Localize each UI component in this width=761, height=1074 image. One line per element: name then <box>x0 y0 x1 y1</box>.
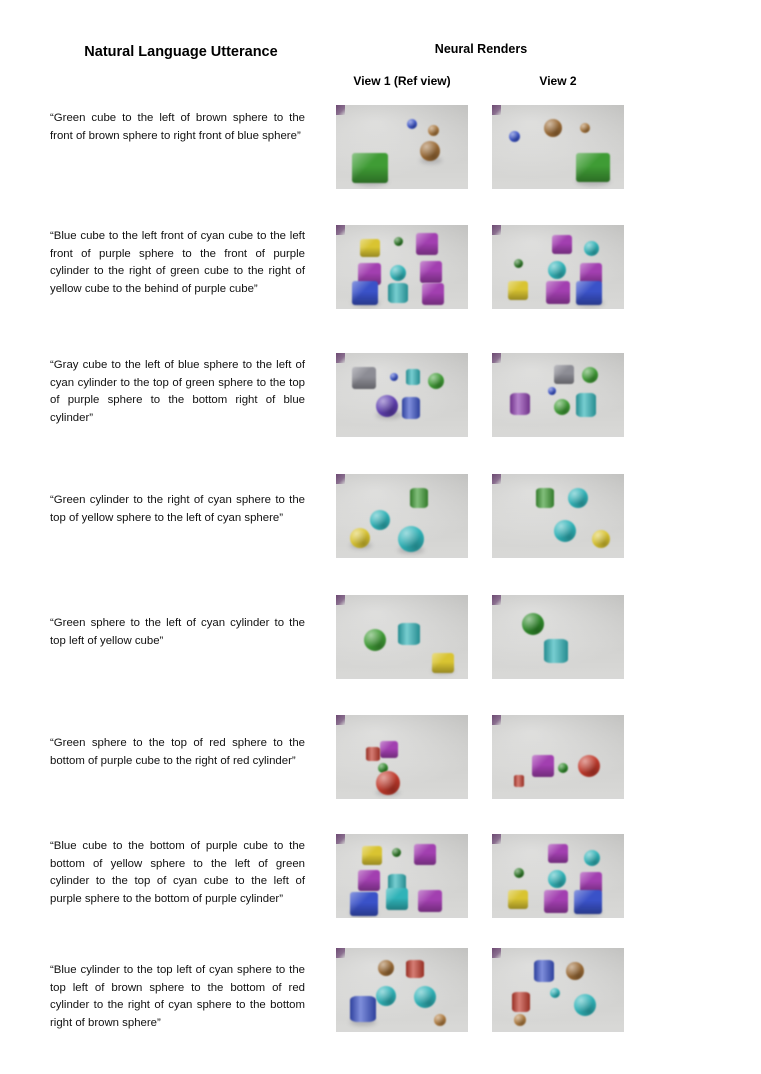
object-green-sphere <box>582 367 598 383</box>
object-yellow-cube <box>360 239 380 257</box>
object-green-sphere <box>364 629 386 651</box>
object-purple-cube-top <box>548 844 568 863</box>
object-green-sphere-small <box>394 237 403 246</box>
object-blue-cube <box>574 890 602 914</box>
corner-artifact-icon <box>336 948 345 958</box>
object-green-sphere-small <box>514 259 523 268</box>
object-blue-cylinder <box>350 996 376 1022</box>
corner-artifact-icon <box>492 353 501 363</box>
object-yellow-cube <box>508 890 528 909</box>
corner-artifact-icon <box>336 353 345 363</box>
object-cyan-sphere-mid <box>554 520 576 542</box>
object-cyan-sphere-right <box>574 994 596 1016</box>
object-purple-cube-bottom <box>546 281 570 304</box>
object-cyan-sphere-mid <box>376 986 396 1006</box>
corner-artifact-icon <box>336 715 345 725</box>
object-cyan-sphere-mid <box>370 510 390 530</box>
utterance-text: “Green sphere to the left of cyan cylinder to the top left of yellow cube” <box>50 617 305 647</box>
corner-artifact-icon <box>492 474 501 484</box>
object-purple-cube-bottom <box>418 890 442 912</box>
object-cyan-sphere-mid <box>548 870 566 888</box>
utterance-text: “Green cube to the left of brown sphere to the front of brown sphere to right front of blue sphere” <box>50 112 305 142</box>
object-purple-cube-mid <box>358 870 380 891</box>
object-green-cylinder <box>410 488 428 508</box>
utterance-text: “Blue cube to the left front of cyan cube to the left front of purple sphere to the front of purple cylinder to the right of green cube to the right of yellow cube to the behind of purple cube” <box>50 230 305 295</box>
object-cyan-sphere-mid <box>390 265 406 281</box>
corner-artifact-icon <box>492 834 501 844</box>
object-yellow-cube <box>508 281 528 300</box>
object-cyan-sphere-right <box>414 986 436 1008</box>
render-view1 <box>336 225 468 309</box>
object-cyan-cylinder <box>388 283 408 303</box>
object-blue-cube <box>350 892 378 916</box>
corner-artifact-icon <box>336 105 345 115</box>
column-header-view2: View 2 <box>539 74 577 88</box>
object-purple-cube <box>532 755 554 777</box>
object-brown-sphere-top <box>378 960 394 976</box>
render-view1 <box>336 834 468 918</box>
object-cyan-cylinder <box>398 623 420 645</box>
object-brown-sphere-small <box>428 125 439 136</box>
object-green-sphere <box>558 763 568 773</box>
column-header-view1: View 1 (Ref view) <box>353 74 451 88</box>
object-blue-cube <box>576 281 602 305</box>
object-cyan-cube <box>386 888 408 910</box>
corner-artifact-icon <box>492 595 501 605</box>
object-red-sphere <box>376 771 400 795</box>
object-red-cylinder <box>512 992 530 1012</box>
render-view1 <box>336 474 468 558</box>
render-view2 <box>492 474 624 558</box>
corner-artifact-icon <box>492 715 501 725</box>
object-brown-sphere <box>420 141 440 161</box>
column-header-utterance: Natural Language Utterance <box>84 44 278 60</box>
render-view1 <box>336 105 468 189</box>
object-purple-cube-top <box>414 844 436 865</box>
object-cyan-sphere-top <box>584 241 599 256</box>
object-gray-cube <box>352 367 376 389</box>
corner-artifact-icon <box>492 225 501 235</box>
render-view2 <box>492 353 624 437</box>
corner-artifact-icon <box>336 474 345 484</box>
object-red-cylinder <box>406 960 424 978</box>
render-view2 <box>492 105 624 189</box>
object-green-cylinder <box>536 488 554 508</box>
corner-artifact-icon <box>336 225 345 235</box>
object-brown-sphere-small <box>580 123 590 133</box>
render-view2 <box>492 834 624 918</box>
object-blue-sphere <box>407 119 417 129</box>
object-green-cube <box>352 153 388 183</box>
object-brown-sphere-bottom <box>514 1014 526 1026</box>
object-blue-cube <box>352 281 378 305</box>
object-purple-cube-right <box>420 261 442 283</box>
object-purple-cube-top <box>416 233 438 255</box>
object-cyan-sphere-top <box>568 488 588 508</box>
object-cyan-cylinder <box>544 639 568 663</box>
render-view2 <box>492 948 624 1032</box>
object-green-sphere-small <box>392 848 401 857</box>
object-green-sphere <box>428 373 444 389</box>
object-purple-cylinder <box>510 393 530 415</box>
object-gray-cube <box>554 365 574 384</box>
object-blue-cylinder <box>402 397 420 419</box>
object-purple-cube <box>380 741 398 758</box>
utterance-text: “Green sphere to the top of red sphere to the bottom of purple cube to the right of red cylinder” <box>50 737 305 767</box>
object-red-cylinder <box>366 747 380 761</box>
column-header-neural-renders: Neural Renders <box>434 42 528 56</box>
object-brown-sphere-top <box>566 962 584 980</box>
utterance-text: “Blue cylinder to the top left of cyan sphere to the top left of brown sphere to the bottom of red cylinder to the right of cyan sphere to the bottom right of brown sphere” <box>50 964 305 1029</box>
object-blue-sphere-small <box>390 373 398 381</box>
object-purple-cube-bottom <box>422 283 444 305</box>
utterance-text: “Gray cube to the left of blue sphere to the left of cyan cylinder to the top of green sphere to the top of purple sphere to the bottom right of blue cylinder” <box>50 359 305 424</box>
object-cyan-sphere-top <box>584 850 600 866</box>
corner-artifact-icon <box>336 834 345 844</box>
object-yellow-sphere <box>350 528 370 548</box>
object-yellow-sphere <box>592 530 610 548</box>
object-green-sphere-small <box>514 868 524 878</box>
corner-artifact-icon <box>336 595 345 605</box>
object-blue-cylinder <box>534 960 554 982</box>
utterance-text: “Blue cube to the bottom of purple cube to the bottom of yellow sphere to the left of green cylinder to the top of cyan cube to the left of purple sphere to the bottom of purple cylinder” <box>50 840 305 905</box>
render-view1 <box>336 595 468 679</box>
object-yellow-cube <box>362 846 382 865</box>
object-blue-sphere <box>509 131 520 142</box>
render-view1 <box>336 353 468 437</box>
object-green-sphere-mid <box>554 399 570 415</box>
object-brown-sphere <box>544 119 562 137</box>
object-cyan-cylinder <box>576 393 596 417</box>
render-view2 <box>492 595 624 679</box>
object-red-sphere <box>578 755 600 777</box>
object-green-sphere <box>522 613 544 635</box>
utterance-text: “Green cylinder to the right of cyan sphere to the top of yellow sphere to the left of cyan sphere” <box>50 494 305 524</box>
object-purple-sphere <box>376 395 398 417</box>
corner-artifact-icon <box>492 105 501 115</box>
corner-artifact-icon <box>492 948 501 958</box>
object-yellow-cube <box>432 653 454 673</box>
object-blue-sphere-small <box>548 387 556 395</box>
object-cyan-sphere-bottom <box>398 526 424 552</box>
render-view1 <box>336 715 468 799</box>
render-view2 <box>492 715 624 799</box>
object-cyan-sphere-mid <box>550 988 560 998</box>
object-cyan-cylinder <box>406 369 420 385</box>
render-view2 <box>492 225 624 309</box>
object-brown-sphere-bottom <box>434 1014 446 1026</box>
render-view1 <box>336 948 468 1032</box>
object-purple-cube-bottom <box>544 890 568 913</box>
object-purple-cube-top <box>552 235 572 254</box>
object-green-cube <box>576 153 610 182</box>
object-cyan-sphere-mid <box>548 261 566 279</box>
object-red-cylinder <box>514 775 524 787</box>
